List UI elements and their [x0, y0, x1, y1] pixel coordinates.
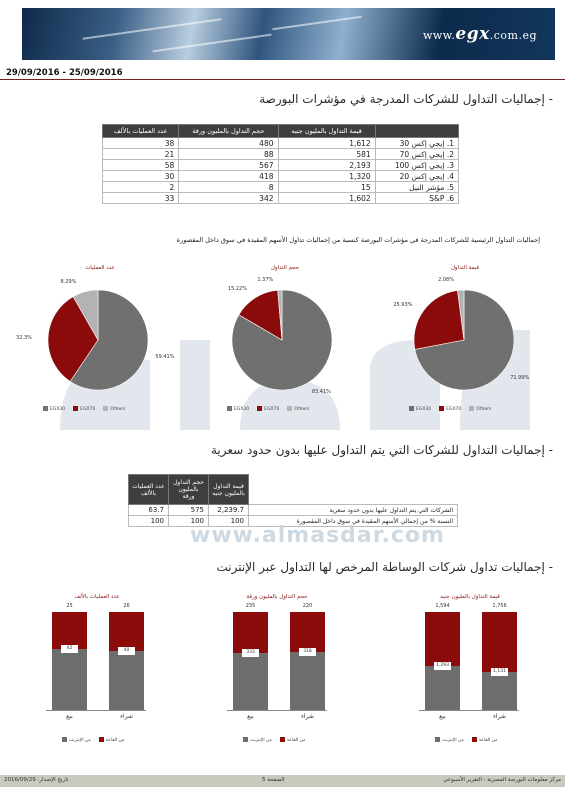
- pie-legend: [227, 406, 309, 412]
- legend-swatch: [439, 406, 444, 411]
- pie-value-label: 15.22%: [227, 286, 247, 293]
- bar-segment-floor: [425, 612, 460, 666]
- cell-volume: 100: [169, 516, 209, 527]
- legend-label: EGX70: [264, 407, 280, 412]
- legend-swatch: [103, 406, 108, 411]
- legend-label: Others: [476, 407, 492, 412]
- cell-value: 1,612: [278, 138, 375, 149]
- legend-swatch: [409, 406, 414, 411]
- cell-name: 2. إيجي إكس 70: [375, 149, 458, 160]
- table-row: [103, 149, 459, 160]
- page-footer: [0, 775, 565, 787]
- bar-axis: [227, 710, 327, 711]
- legend-item: [43, 406, 65, 412]
- bar-segment-floor: [52, 612, 87, 649]
- legend-swatch: [99, 737, 104, 742]
- no-limit-table: [128, 474, 458, 527]
- pie-legend: [409, 406, 491, 412]
- legend-label: Others: [110, 407, 126, 412]
- bar-total-label: 1,594: [435, 603, 450, 609]
- legend-label: EGX30: [234, 407, 250, 412]
- bar-segment-internet: [52, 649, 87, 710]
- cell-volume: 418: [179, 171, 278, 182]
- cell-trades: 38: [103, 138, 179, 149]
- t2-col-value: قيمة التداول بالمليون جنيه: [209, 475, 249, 505]
- cell-value: 15: [278, 182, 375, 193]
- legend-swatch: [287, 406, 292, 411]
- pie-chart: [222, 280, 342, 400]
- bar-internet-label: 1,131: [491, 668, 508, 676]
- legend-item: [435, 737, 464, 743]
- pie-chart: [38, 280, 158, 400]
- legend-swatch: [227, 406, 232, 411]
- legend-item: [243, 737, 272, 743]
- legend-item: [103, 406, 125, 412]
- cell-value: 581: [278, 149, 375, 160]
- bar-segment-internet: [109, 651, 144, 710]
- cell-name: 1. إيجي إكس 30: [375, 138, 458, 149]
- table-row: [103, 182, 459, 193]
- bar-total-label: 235: [245, 603, 256, 609]
- t2-col-name: [249, 475, 458, 505]
- bar-category-label: شراء: [301, 713, 314, 720]
- legend-item: [227, 406, 249, 412]
- legend-item: [287, 406, 309, 412]
- legend-item: [439, 406, 461, 412]
- legend-item: [409, 406, 431, 412]
- pie-value-label: 71.99%: [510, 375, 530, 382]
- cell-volume: 480: [179, 138, 278, 149]
- bar-total-label: 25: [66, 603, 73, 609]
- bar-segment-internet: [482, 672, 517, 710]
- legend-label: من الإنترنت: [69, 738, 91, 743]
- cell-name: 6. S&P: [375, 193, 458, 204]
- pie-slice-egx70: [414, 290, 464, 349]
- legend-label: EGX30: [416, 407, 432, 412]
- cell-name: 4. إيجي إكس 20: [375, 171, 458, 182]
- legend-swatch: [280, 737, 285, 742]
- footer-page-number: الصفحة 5: [262, 777, 285, 783]
- t2-col-volume: حجم التداول بالمليون ورقة: [169, 475, 209, 505]
- bar-internet-label: 1,293: [434, 662, 451, 670]
- legend-swatch: [472, 737, 477, 742]
- bar-category-label: بيع: [247, 713, 254, 720]
- date-range: 29/09/2016 - 25/09/2016: [6, 68, 123, 78]
- cell-trades: 33: [103, 193, 179, 204]
- legend-swatch: [435, 737, 440, 742]
- col-trades: عدد العمليات بالألف: [103, 125, 179, 138]
- pie-value-label: 2.08%: [438, 277, 454, 284]
- table-row: [103, 160, 459, 171]
- cell-name: النسبة % من إجمالي الأسهم المقيدة في سوق داخل المقصورة: [249, 516, 458, 527]
- cell-value: 2,239.7: [209, 505, 249, 516]
- pie-chart-title: قيمة التداول: [450, 265, 480, 271]
- cell-value: 1,320: [278, 171, 375, 182]
- legend-item: [472, 737, 498, 743]
- bar-legend: [243, 737, 306, 743]
- legend-label: من الإنترنت: [442, 738, 464, 743]
- legend-swatch: [257, 406, 262, 411]
- bar-segment-internet: [290, 652, 325, 710]
- table-row: [103, 193, 459, 204]
- cell-trades: 2: [103, 182, 179, 193]
- watermark-url: www.almasdar.com: [190, 523, 445, 548]
- bar-legend: [435, 737, 498, 743]
- col-volume: حجم التداول بالمليون ورقة: [179, 125, 278, 138]
- bar-internet-label: 40: [118, 647, 135, 655]
- legend-item: [62, 737, 91, 743]
- pie-value-label: 83.41%: [311, 389, 331, 396]
- pie-chart: [404, 280, 524, 400]
- cell-name: 5. مؤشر النيل: [375, 182, 458, 193]
- pie-value-label: 32.3%: [16, 334, 32, 341]
- bar-segment-floor: [482, 612, 517, 672]
- bar-chart-title: عدد العمليات بالألف: [74, 594, 120, 600]
- cell-volume: 575: [169, 505, 209, 516]
- bar-category-label: بيع: [66, 713, 73, 720]
- bar-axis: [46, 710, 146, 711]
- cell-name: الشركات التي يتم التداول عليها بدون حدود سعرية: [249, 505, 458, 516]
- footer-source: مركز معلومات البورصة المصرية - التقرير الأسبوعي: [443, 777, 561, 783]
- legend-swatch: [243, 737, 248, 742]
- header-divider: [0, 79, 565, 80]
- legend-label: من الإنترنت: [250, 738, 272, 743]
- bar-segment-floor: [290, 612, 325, 652]
- pie-section-title: إجماليات التداول الرئيسية للشركات المدرجة في مؤشرات البورصة كنسبة من إجماليات تداول الأسهم المقيدة في سوق داخل المقصورة: [176, 236, 540, 244]
- legend-swatch: [62, 737, 67, 742]
- stacked-bar: [425, 612, 460, 710]
- cell-trades: 58: [103, 160, 179, 171]
- legend-swatch: [73, 406, 78, 411]
- table-row: [103, 138, 459, 149]
- bar-chart-title: حجم التداول بالمليون ورقة: [246, 594, 308, 600]
- legend-swatch: [469, 406, 474, 411]
- bar-segment-internet: [233, 653, 268, 710]
- stacked-bar: [233, 612, 268, 710]
- section1-title: - إجماليات التداول للشركات المدرجة في مؤشرات البورصة: [259, 92, 553, 106]
- footer-issue-date: تاريخ الإصدار: 2016/09/29: [4, 777, 69, 783]
- pie-value-label: 8.29%: [60, 279, 77, 286]
- bar-axis: [419, 710, 519, 711]
- stacked-bar: [52, 612, 87, 710]
- stacked-bar: [109, 612, 144, 710]
- legend-item: [280, 737, 306, 743]
- legend-label: Others: [294, 407, 310, 412]
- indices-table: [102, 124, 459, 204]
- cell-value: 100: [209, 516, 249, 527]
- legend-label: EGX70: [80, 407, 96, 412]
- pie-value-label: 59.41%: [155, 354, 175, 361]
- cell-volume: 567: [179, 160, 278, 171]
- section3-title: - إجماليات تداول شركات الوساطة المرخص لها التداول عبر الإنترنت: [216, 560, 553, 574]
- pie-legend: [43, 406, 125, 412]
- col-value: قيمة التداول بالمليون جنيه: [278, 125, 375, 138]
- bar-category-label: شراء: [120, 713, 133, 720]
- legend-label: من القاعة: [478, 738, 498, 743]
- bar-total-label: 1,756: [492, 603, 507, 609]
- legend-label: EGX30: [50, 407, 66, 412]
- legend-label: EGX70: [446, 407, 462, 412]
- header-banner: [22, 8, 555, 60]
- legend-item: [469, 406, 491, 412]
- section2-title: - إجماليات التداول للشركات التي يتم التداول عليها بدون حدود سعرية: [210, 443, 553, 457]
- legend-label: من القاعة: [286, 738, 306, 743]
- bar-total-label: 220: [302, 603, 313, 609]
- table-row: [103, 171, 459, 182]
- bar-category-label: بيع: [439, 713, 446, 720]
- cell-trades: 100: [129, 516, 169, 527]
- cell-volume: 342: [179, 193, 278, 204]
- cell-value: 2,193: [278, 160, 375, 171]
- cell-name: 3. إيجي إكس 100: [375, 160, 458, 171]
- cell-value: 1,602: [278, 193, 375, 204]
- cell-volume: 8: [179, 182, 278, 193]
- bar-category-label: شراء: [493, 713, 506, 720]
- bar-internet-label: 318: [299, 648, 316, 656]
- bar-segment-floor: [233, 612, 268, 653]
- bar-chart-title: قيمة التداول بالمليون جنيه: [440, 594, 500, 600]
- stacked-bar: [290, 612, 325, 710]
- bar-segment-floor: [109, 612, 144, 651]
- egx-logo: www.egx.com.eg: [422, 24, 537, 44]
- cell-trades: 63.7: [129, 505, 169, 516]
- legend-item: [73, 406, 95, 412]
- legend-item: [257, 406, 279, 412]
- col-name: [375, 125, 458, 138]
- bar-legend: [62, 737, 125, 743]
- bar-internet-label: 42: [61, 645, 78, 653]
- cell-volume: 88: [179, 149, 278, 160]
- bar-segment-internet: [425, 666, 460, 710]
- cell-trades: 30: [103, 171, 179, 182]
- pie-chart-title: حجم التداول: [270, 265, 300, 271]
- cell-trades: 21: [103, 149, 179, 160]
- pie-chart-title: عدد العمليات: [85, 265, 115, 271]
- table-row: [129, 505, 458, 516]
- legend-item: [99, 737, 125, 743]
- pie-value-label: 1.37%: [257, 277, 274, 284]
- pie-value-label: 25.93%: [393, 301, 413, 308]
- t2-col-trades: عدد العمليات بالألف: [129, 475, 169, 505]
- bar-total-label: 26: [123, 603, 130, 609]
- legend-swatch: [43, 406, 48, 411]
- stacked-bar: [482, 612, 517, 710]
- legend-label: من القاعة: [105, 738, 125, 743]
- bar-internet-label: 333: [242, 649, 259, 657]
